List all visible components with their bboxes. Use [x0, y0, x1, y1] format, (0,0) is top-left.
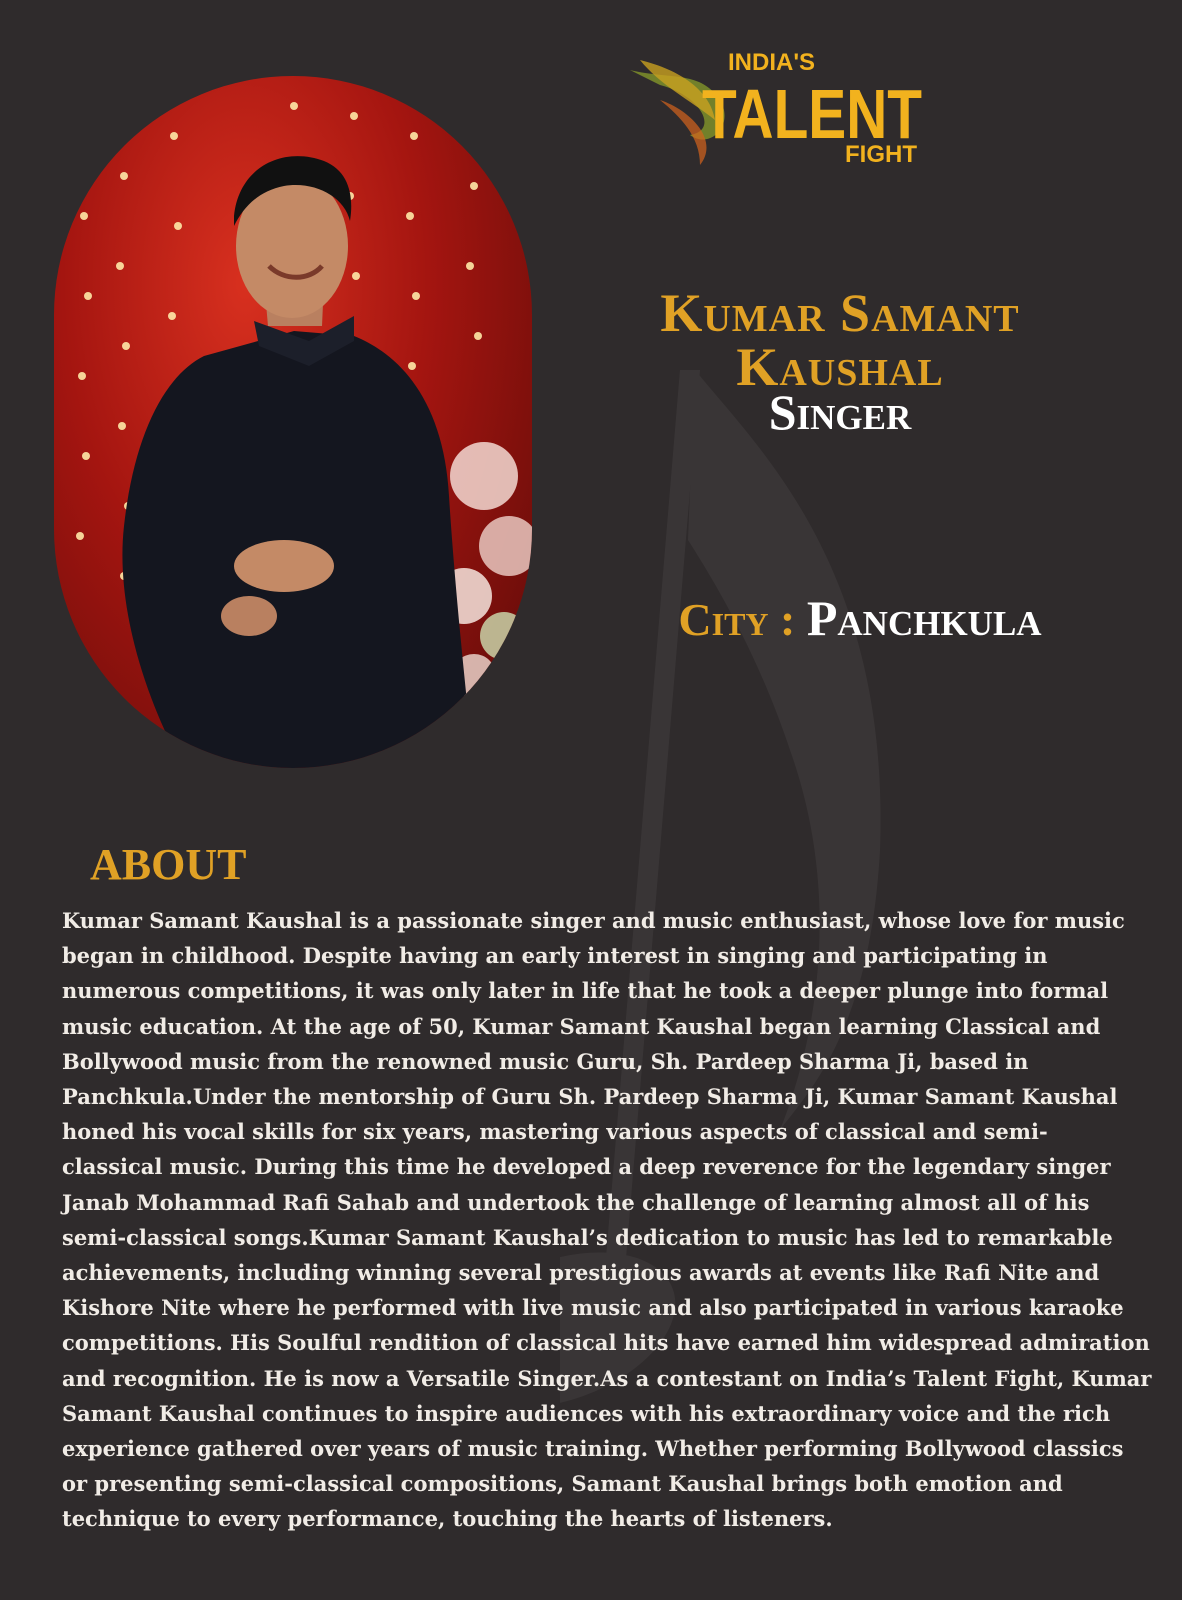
portrait-photo [54, 76, 532, 768]
logo-text-fight: FIGHT [845, 141, 917, 168]
indias-talent-fight-logo [630, 40, 940, 170]
city-label: City : [678, 594, 796, 645]
logo-text-indias: INDIA'S [728, 49, 816, 76]
contestant-name: Kumar Samant Kaushal [660, 283, 1020, 397]
logo-text-talent: TALENT [702, 75, 922, 153]
city-line [620, 590, 1100, 648]
about-text: Kumar Samant Kaushal is a passionate singer and music enthusiast, whose love for music began in childhood. Despite having an early interest in singing and participating in numerous competitions, it was only later in life that he took a deeper plunge into formal music education. At the age of 50, Kumar Samant Kaushal began learning Classical and Bollywood music from the renowned music Guru, Sh. Pardeep Sharma Ji, based in Panchkula.Under the mentorship of Guru Sh. Pardeep Sharma Ji, Kumar Samant Kaushal honed his vocal skills for six years, mastering various aspects of classical and semi- classical music. During this time he developed a deep reverence for the legendary singer Janab Mohammad Rafi Sahab and undertook the challenge of learning almost all of his semi-classical songs.Kumar Samant Kaushal’s dedication to music has led to remarkable achievements, including winning several prestigious awards at events like Rafi Nite and Kishore Nite where he performed with live music and also participated in various karaoke competitions. His Soulful rendition of classical hits have earned him widespread admiration and recognition. He is now a Versatile Singer.As a contestant on India’s Talent Fight, Kumar Samant Kaushal continues to inspire audiences with his extraordinary voice and the rich experience gathered over years of music training. Whether performing Bollywood classics or presenting semi-classical compositions, Samant Kaushal brings both emotion and technique to every performance, touching the hearts of listeners. [62, 908, 1152, 1532]
about-heading: ABOUT [90, 840, 247, 889]
contestant-role: Singer [768, 384, 912, 440]
city-value: Panchkula [806, 590, 1042, 646]
